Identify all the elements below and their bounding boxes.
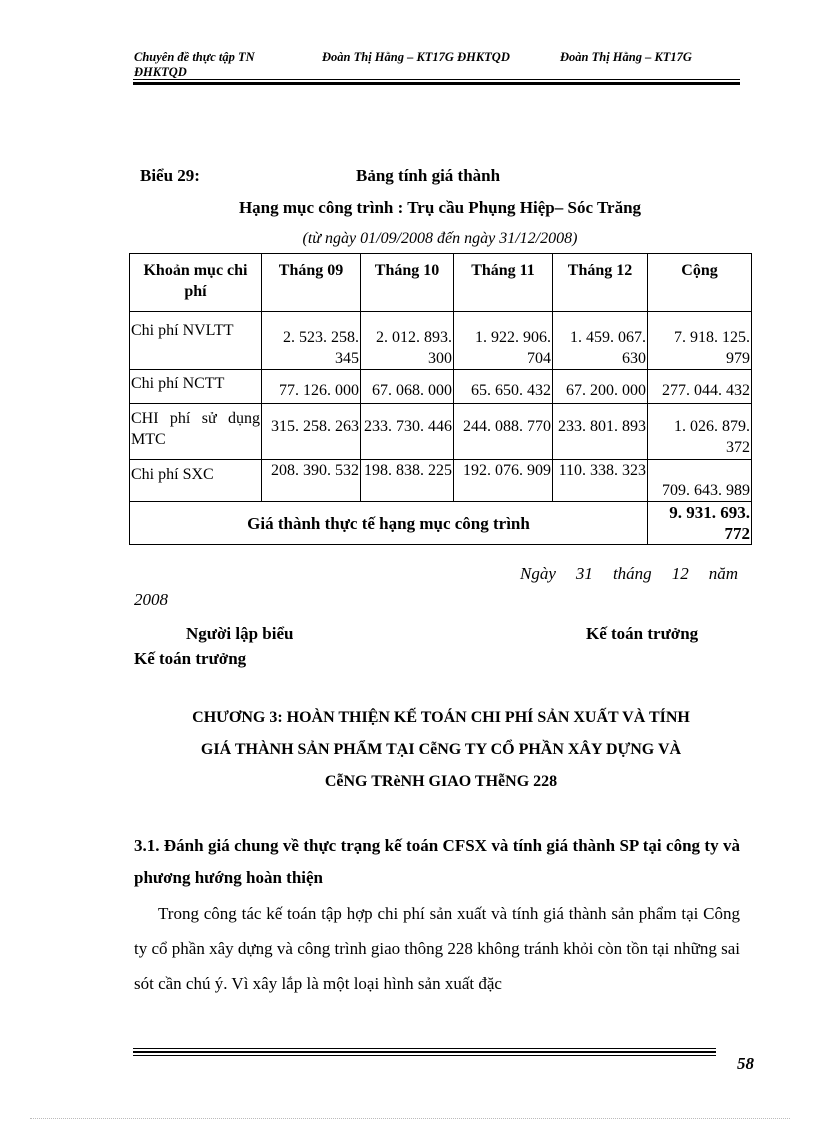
table-period: (từ ngày 01/09/2008 đến ngày 31/12/2008)	[302, 230, 578, 247]
cell-value: 198. 838. 225	[361, 460, 454, 502]
cell-value: 1. 459. 067. 630	[553, 312, 648, 370]
cell-value: 67. 068. 000	[361, 370, 454, 404]
date-year: 2008	[134, 590, 168, 609]
cell-value: 315. 258. 263	[262, 404, 361, 460]
cell-value: 233. 801. 893	[553, 404, 648, 460]
table-row	[130, 370, 752, 404]
header-left	[134, 50, 304, 80]
cost-table	[129, 253, 752, 545]
cell-value: 67. 200. 000	[553, 370, 648, 404]
table-label: Biểu 29:	[140, 166, 200, 185]
table-title: Bảng tính giá thành	[356, 166, 501, 185]
table-subtitle: Hạng mục công trình : Trụ cầu Phụng Hiệp– Sóc Trăng	[238, 198, 642, 217]
table-row	[130, 312, 752, 370]
chapter-line3: CễNG TRèNH GIAO THễNG 228	[324, 773, 558, 790]
header-right: Đoàn Thị Hằng – KT17G	[560, 50, 692, 64]
table-row	[130, 460, 752, 502]
cell-value: 7. 918. 125. 979	[648, 312, 752, 370]
cell-value: 110. 338. 323	[553, 460, 648, 502]
cell-value: 2. 523. 258. 345	[262, 312, 361, 370]
cell-value: 192. 076. 909	[454, 460, 553, 502]
cell-value: 244. 088. 770	[454, 404, 553, 460]
page-number: 58	[737, 1054, 754, 1073]
header-center: Đoàn Thị Hằng – KT17G ĐHKTQD	[322, 50, 510, 64]
header-cell: Khoản mục chi phí	[130, 254, 262, 312]
date-line: Ngày 31 tháng 12 năm	[520, 564, 738, 583]
cell-value: 208. 390. 532	[262, 460, 361, 502]
header-rule-thin	[133, 79, 740, 80]
signature-accountant-left: Kế toán trưởng	[134, 649, 247, 668]
chapter-line2: GIÁ THÀNH SẢN PHẨM TẠI CễNG TY CỔ PHẦN XÂY DỰNG VÀ	[200, 741, 682, 758]
table-header-row	[130, 254, 752, 312]
header-cell: Tháng 10	[361, 254, 454, 312]
header-left-line1: Chuyên đề thực tập TN	[134, 50, 255, 64]
cell-value: 65. 650. 432	[454, 370, 553, 404]
signature-preparer: Người lập biểu	[186, 624, 294, 643]
footer-rule-thin-top	[133, 1048, 716, 1049]
chapter-line1: CHƯƠNG 3: HOÀN THIỆN KẾ TOÁN CHI PHÍ SẢN XUẤT VÀ TÍNH	[192, 709, 690, 726]
cell-value: 709. 643. 989	[648, 460, 752, 502]
cell-value: 77. 126. 000	[262, 370, 361, 404]
row-label: Chi phí NVLTT	[130, 312, 262, 370]
table-total-row	[130, 502, 752, 545]
total-label: Giá thành thực tế hạng mục công trình	[130, 502, 648, 545]
row-label: Chi phí NCTT	[130, 370, 262, 404]
page-edge-dots	[30, 1118, 790, 1119]
footer-rule-thick	[133, 1051, 716, 1053]
cell-value: 1. 922. 906. 704	[454, 312, 553, 370]
cell-value: 1. 026. 879. 372	[648, 404, 752, 460]
signature-accountant-right: Kế toán trưởng	[586, 624, 699, 643]
header-cell: Tháng 09	[262, 254, 361, 312]
body-paragraph: Trong công tác kế toán tập hợp chi phí sản xuất và tính giá thành sản phẩm tại Công ty cổ phần xây dựng và công trình giao thông 228 không tránh khỏi còn tồn tại những sai sót cần chú ý. Vì xây lắp là một loại hình sản xuất đặc	[134, 904, 740, 993]
cell-value: 2. 012. 893. 300	[361, 312, 454, 370]
header-cell: Tháng 11	[454, 254, 553, 312]
row-label: CHI phí sử dụng MTC	[130, 404, 262, 460]
table-row	[130, 404, 752, 460]
cell-value: 277. 044. 432	[648, 370, 752, 404]
row-label: Chi phí SXC	[130, 460, 262, 502]
header-cell: Tháng 12	[553, 254, 648, 312]
total-value: 9. 931. 693. 772	[648, 502, 752, 545]
section-heading: 3.1. Đánh giá chung về thực trạng kế toán CFSX và tính giá thành SP tại công ty và phương hướng hoàn thiện	[134, 836, 740, 887]
header-cell: Cộng	[648, 254, 752, 312]
header-left-line2: ĐHKTQD	[134, 65, 187, 79]
footer-rule-thin-bottom	[133, 1055, 716, 1056]
header-rule-thick	[133, 82, 740, 85]
cell-value: 233. 730. 446	[361, 404, 454, 460]
